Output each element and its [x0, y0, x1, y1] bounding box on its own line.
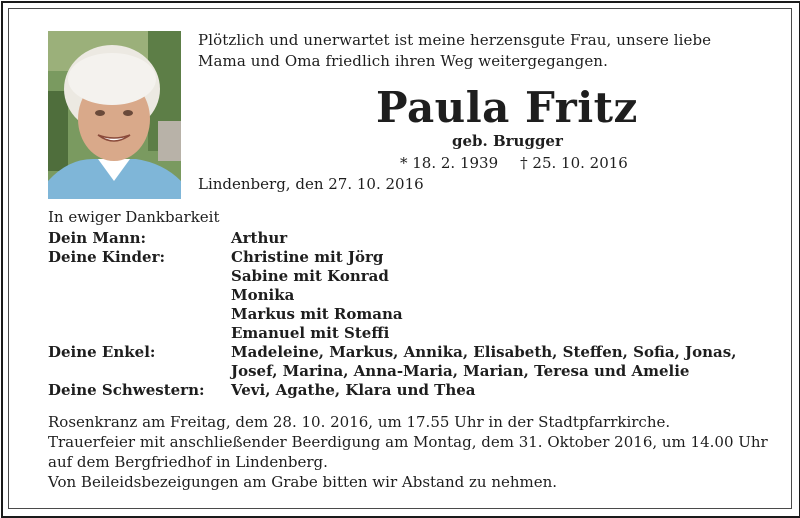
- relative-label: Deine Kinder:: [48, 248, 166, 266]
- relative-name-line: Monika: [231, 286, 295, 304]
- relative-label: Deine Enkel:: [48, 343, 156, 361]
- relatives-row: [48, 381, 768, 400]
- relative-label: Dein Mann:: [48, 229, 147, 247]
- relatives-row: [48, 248, 768, 343]
- portrait-photo: [48, 31, 181, 199]
- funeral-note: Trauerfeier mit anschließender Beerdigung am Montag, dem 31. Oktober 2016, um 14.00 Uhr: [48, 433, 768, 451]
- relative-name-line: Emanuel mit Steffi: [231, 324, 390, 342]
- death-date: † 25. 10. 2016: [520, 154, 628, 172]
- relatives-list: [48, 229, 768, 400]
- relative-name-line: Josef, Marina, Anna-Maria, Marian, Teresa und Amelie: [231, 362, 690, 380]
- condolence-note: Von Beileidsbezeigungen am Grabe bitten wir Abstand zu nehmen.: [48, 473, 558, 491]
- relative-name-line: Sabine mit Konrad: [231, 267, 389, 285]
- relative-name-line: Christine mit Jörg: [231, 248, 384, 266]
- relative-name-line: Arthur: [231, 229, 288, 247]
- birth-name: geb. Brugger: [452, 132, 563, 150]
- relative-name-line: Madeleine, Markus, Annika, Elisabeth, Steffen, Sofia, Jonas,: [231, 343, 737, 361]
- rosary-note: Rosenkranz am Freitag, dem 28. 10. 2016, um 17.55 Uhr in der Stadtpfarrkirche.: [48, 413, 671, 431]
- relative-names: [231, 343, 768, 381]
- relative-names: [231, 229, 768, 248]
- relative-names: [231, 381, 768, 400]
- intro-text: Plötzlich und unerwartet ist meine herzensgute Frau, unsere liebe Mama und Oma friedlich ihren Weg weitergegangen.: [198, 31, 712, 70]
- cemetery-note: auf dem Bergfriedhof in Lindenberg.: [48, 453, 328, 471]
- relatives-row: [48, 343, 768, 381]
- relative-names: [231, 248, 768, 343]
- thanks-line: In ewiger Dankbarkeit: [48, 208, 220, 226]
- birth-date: * 18. 2. 1939: [400, 154, 499, 172]
- relative-name-line: Vevi, Agathe, Klara und Thea: [231, 381, 476, 399]
- life-dates: [400, 153, 628, 173]
- deceased-name: Paula Fritz: [376, 83, 638, 132]
- place-and-date: Lindenberg, den 27. 10. 2016: [198, 175, 424, 193]
- relative-label: Deine Schwestern:: [48, 381, 205, 399]
- relatives-row: [48, 229, 768, 248]
- relative-name-line: Markus mit Romana: [231, 305, 403, 323]
- closing-notes: [48, 412, 768, 492]
